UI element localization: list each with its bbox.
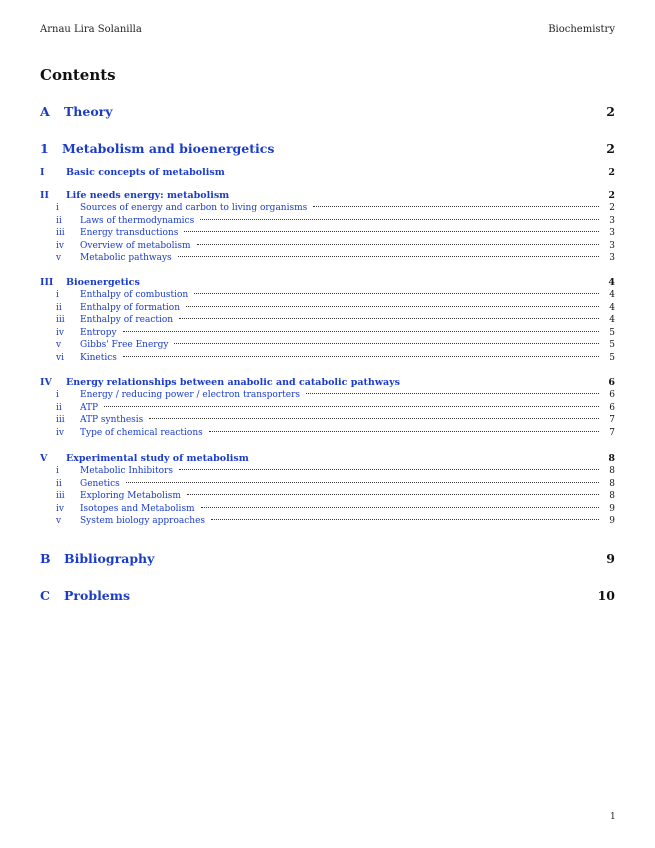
toc-dot-leader (197, 244, 600, 245)
toc-section-title[interactable]: Basic concepts of metabolism (66, 167, 225, 178)
toc-dot-leader (179, 318, 599, 319)
toc-subsection[interactable] (40, 516, 615, 526)
toc-section-title[interactable]: Energy relationships between anabolic and catabolic pathways (66, 377, 401, 388)
contents-title: Contents (40, 66, 116, 84)
toc-subsection[interactable] (40, 479, 615, 489)
toc-subsection-number: v (56, 516, 62, 526)
toc-subsection-title[interactable]: Enthalpy of combustion (80, 290, 189, 300)
toc-page-number: 4 (608, 277, 615, 288)
toc-dot-leader (194, 293, 599, 294)
toc-subsection[interactable] (40, 290, 615, 300)
toc-dot-leader (179, 469, 599, 470)
toc-subsection-number: i (56, 290, 59, 300)
toc-page-number: 3 (609, 253, 615, 263)
toc-subsection-title[interactable]: ATP (80, 402, 99, 413)
toc-subsection-number: iv (56, 503, 64, 514)
toc-part-title[interactable]: Problems (64, 588, 131, 603)
toc-subsection-number: ii (56, 402, 62, 413)
toc-subsection-title[interactable]: System biology approaches (80, 516, 206, 526)
toc-subsection[interactable] (40, 253, 615, 263)
toc-subsection-number: v (56, 340, 62, 350)
toc-subsection-number: iv (56, 240, 64, 251)
toc-page-number: 4 (609, 302, 615, 313)
toc-subsection[interactable] (40, 466, 615, 476)
toc-subsection-title[interactable]: Kinetics (80, 352, 117, 363)
toc-subsection-number: i (56, 466, 59, 476)
page-number: 1 (610, 812, 616, 822)
toc-subsection-title[interactable]: Metabolic pathways (80, 253, 172, 263)
toc-part-title[interactable]: Bibliography (64, 551, 155, 566)
toc-dot-leader (123, 356, 599, 357)
toc-chapter-number: 1 (40, 141, 49, 156)
toc-subsection-number: iv (56, 427, 64, 438)
toc-dot-leader (184, 231, 599, 232)
toc-subsection-title[interactable]: Metabolic Inhibitors (80, 466, 173, 476)
toc-subsection[interactable] (40, 504, 615, 514)
toc-subsection-title[interactable]: Energy transductions (80, 228, 179, 238)
toc-subsection-number: iii (56, 415, 65, 425)
toc-subsection-title[interactable]: Exploring Metabolism (80, 491, 181, 501)
toc-subsection-title[interactable]: Isotopes and Metabolism (80, 503, 195, 514)
toc-dot-leader (178, 256, 599, 257)
toc-page-number: 8 (609, 491, 615, 501)
toc-subsection[interactable] (40, 216, 615, 226)
toc-subsection[interactable] (40, 403, 615, 413)
toc-page-number: 7 (609, 427, 615, 438)
toc-subsection[interactable] (40, 390, 615, 400)
toc-page-number: 2 (608, 190, 615, 201)
toc-section-title[interactable]: Bioenergetics (66, 277, 140, 288)
toc-subsection-title[interactable]: Type of chemical reactions (80, 427, 203, 438)
toc-chapter-metabolism[interactable] (40, 141, 615, 156)
toc-section[interactable] (40, 277, 615, 288)
toc-page-number: 4 (609, 315, 615, 325)
toc-subsection-title[interactable]: Laws of thermodynamics (80, 215, 195, 226)
toc-subsection-number: iii (56, 228, 65, 238)
toc-part-theory[interactable] (40, 104, 615, 119)
toc-page-number: 9 (609, 516, 615, 526)
toc-section[interactable] (40, 453, 615, 464)
toc-subsection[interactable] (40, 491, 615, 501)
toc-page-number: 5 (609, 352, 615, 363)
toc-page-number: 3 (609, 215, 615, 226)
toc-chapter-title[interactable]: Metabolism and bioenergetics (62, 141, 275, 156)
toc-dot-leader (201, 507, 599, 508)
toc-dot-leader (174, 343, 599, 344)
toc-page-number: 4 (609, 290, 615, 300)
toc-section-number: III (40, 277, 54, 288)
toc-subsection-number: ii (56, 215, 62, 226)
toc-section-number: I (40, 167, 45, 178)
toc-page-number: 3 (609, 240, 615, 251)
toc-subsection-title[interactable]: ATP synthesis (80, 415, 144, 425)
toc-section[interactable] (40, 377, 615, 388)
toc-page-number: 2 (606, 141, 615, 156)
toc-subsection[interactable] (40, 315, 615, 325)
toc-page-number: 7 (609, 415, 615, 425)
toc-subsection-number: iii (56, 315, 65, 325)
toc-subsection-title[interactable]: Enthalpy of reaction (80, 315, 174, 325)
toc-subsection-title[interactable]: Entropy (80, 327, 117, 338)
toc-page-number: 2 (606, 104, 615, 119)
toc-page-number: 6 (608, 377, 615, 388)
toc-subsection[interactable] (40, 353, 615, 363)
toc-section-number: II (40, 190, 49, 201)
toc-page-number: 6 (609, 402, 615, 413)
toc-dot-leader (200, 219, 599, 220)
toc-page-number: 10 (597, 588, 615, 603)
toc-dot-leader (187, 494, 599, 495)
toc-part-title[interactable]: Theory (64, 104, 113, 119)
toc-part-problems[interactable] (40, 588, 615, 603)
toc-page-number: 8 (609, 478, 615, 489)
toc-page-number: 2 (608, 167, 615, 178)
toc-part-bibliography[interactable] (40, 551, 615, 566)
toc-subsection-number: i (56, 390, 59, 400)
toc-subsection-number: i (56, 203, 59, 213)
toc-subsection[interactable] (40, 303, 615, 313)
toc-dot-leader (123, 331, 599, 332)
toc-page-number: 8 (608, 453, 615, 464)
toc-section[interactable] (40, 167, 615, 178)
toc-page-number: 2 (609, 203, 615, 213)
toc-part-number: B (40, 551, 51, 566)
toc-dot-leader (209, 431, 599, 432)
toc-dot-leader (126, 482, 599, 483)
toc-section[interactable] (40, 190, 615, 201)
toc-section-title[interactable]: Experimental study of metabolism (66, 453, 249, 464)
toc-part-number: A (40, 104, 50, 119)
toc-subsection-number: ii (56, 302, 62, 313)
toc-subsection-title[interactable]: Sources of energy and carbon to living organisms (80, 203, 308, 213)
running-header-subject: Biochemistry (548, 24, 615, 35)
toc-subsection-title[interactable]: Overview of metabolism (80, 240, 191, 251)
toc-subsection-number: ii (56, 478, 62, 489)
toc-subsection-number: iv (56, 327, 64, 338)
toc-subsection-number: iii (56, 491, 65, 501)
toc-subsection[interactable] (40, 415, 615, 425)
toc-dot-leader (186, 306, 599, 307)
toc-section-number: V (40, 453, 48, 464)
toc-section-title[interactable]: Life needs energy: metabolism (66, 190, 230, 201)
toc-page-number: 5 (609, 327, 615, 338)
toc-page-number: 9 (609, 503, 615, 514)
toc-page-number: 8 (609, 466, 615, 476)
toc-subsection-title[interactable]: Energy / reducing power / electron transporters (80, 390, 300, 400)
toc-subsection-title[interactable]: Genetics (80, 478, 120, 489)
toc-dot-leader (313, 206, 599, 207)
toc-subsection[interactable] (40, 241, 615, 251)
toc-subsection-number: vi (56, 352, 64, 363)
toc-subsection[interactable] (40, 228, 615, 238)
toc-section-number: IV (40, 377, 52, 388)
toc-subsection-number: v (56, 253, 62, 263)
toc-dot-leader (211, 519, 599, 520)
toc-part-number: C (40, 588, 50, 603)
toc-subsection-title[interactable]: Enthalpy of formation (80, 302, 181, 313)
toc-subsection[interactable] (40, 328, 615, 338)
toc-page-number: 6 (609, 390, 615, 400)
toc-dot-leader (104, 406, 599, 407)
toc-dot-leader (149, 418, 599, 419)
toc-page-number: 5 (609, 340, 615, 350)
running-header-author: Arnau Lira Solanilla (40, 24, 142, 35)
toc-page-number: 9 (606, 551, 615, 566)
toc-dot-leader (306, 393, 599, 394)
toc-page-number: 3 (609, 228, 615, 238)
toc-subsection-title[interactable]: Gibbs' Free Energy (80, 340, 169, 350)
toc-subsection[interactable] (40, 428, 615, 438)
toc-subsection[interactable] (40, 340, 615, 350)
toc-subsection[interactable] (40, 203, 615, 213)
